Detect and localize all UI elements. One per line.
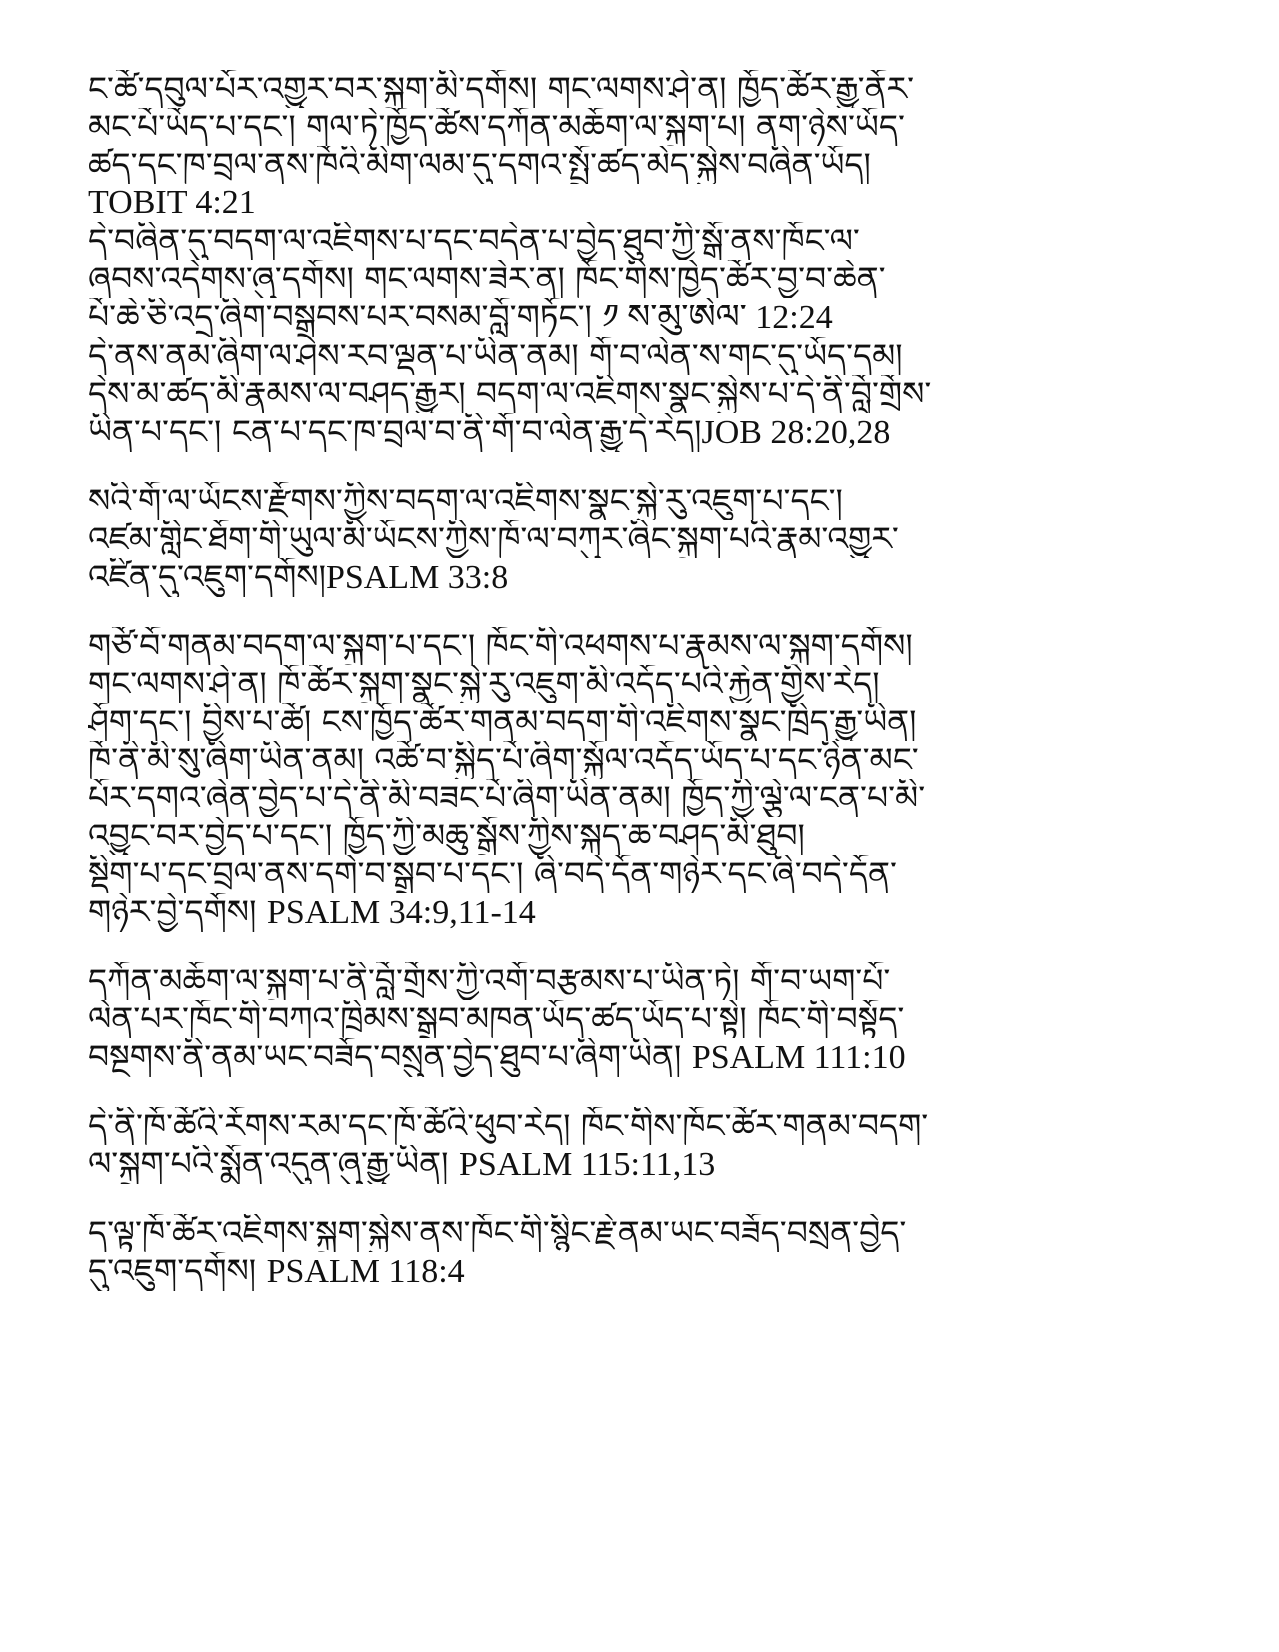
- verse-reference: PSALM 34:9,11-14: [266, 894, 536, 931]
- text-segment: པོ་ཆེ་ཅི་འདྲ་ཞིག་བསྒྲུབས་པར་བསམ་བློ་གཏོང་།: [88, 298, 603, 336]
- text-line: [88, 893, 1198, 932]
- text-line: ཤོག་དང་། བྱིས་པ་ཚོ། ངས་ཁྱོད་ཚོར་གནམ་བདག་གི་འཇིགས་སྣང་ཁྲིད་རྒྱུ་ཡིན།: [88, 703, 917, 741]
- text-line: དེ་ནས་ནམ་ཞིག་ལ་ཤེས་རབ་ལྡན་པ་ཡིན་ནམ། གོ་བ་ལེན་ས་གང་དུ་ཡོད་དམ།: [88, 337, 903, 375]
- text-line: ལེན་པར་ཁོང་གི་བཀའ་ཁྲིམས་སྒྲུབ་མཁན་ཡོད་ཚད་ཡོད་པ་སྟེ། ཁོང་གི་བསྟོད་: [88, 1000, 905, 1038]
- verse-reference: ༡ ས་མུ་ཨེལ་ 12:24: [602, 299, 833, 336]
- passage-psalm-34: [88, 627, 1198, 932]
- text-line: [88, 413, 1198, 452]
- text-line: གང་ལགས་ཤེ་ན། ཁོ་ཚོར་སྐྲག་སྣང་སྐྱེ་རུ་འཇུག་མི་འདོད་པའི་རྐྱེན་གྱིས་རེད།: [88, 665, 880, 703]
- text-line: འབྱུང་བར་བྱེད་པ་དང་། ཁྱོད་ཀྱི་མཆུ་སྒྲོས་ཀྱིས་སྐད་ཆ་བཤད་མི་ཐུབ།: [88, 817, 805, 855]
- text-segment: དུ་འཇུག་དགོས།: [88, 1252, 257, 1290]
- document-page: [88, 70, 1198, 1291]
- text-line: ང་ཚོ་དབུལ་པོར་འགྱུར་བར་སྐྲག་མི་དགོས། གང་ལགས་ཤེ་ན། ཁྱོད་ཚོར་རྒྱུ་ནོར་: [88, 70, 915, 108]
- verse-reference: PSALM 115:11,13: [458, 1146, 716, 1183]
- text-line: ཞབས་འདེགས་ཞུ་དགོས། གང་ལགས་ཟེར་ན། ཁོང་གིས་ཁྱེད་ཚོར་བྱ་བ་ཆེན་: [88, 260, 886, 298]
- passage-psalm-118: [88, 1214, 1198, 1291]
- text-line: [88, 558, 1198, 597]
- text-line: ཁོ་ནི་མི་སུ་ཞིག་ཡིན་ནམ། འཚོ་བ་སྐྱིད་པོ་ཞིག་སྐྱོལ་འདོད་ཡོད་པ་དང་ཉིན་མང་: [88, 741, 919, 779]
- verse-reference: TOBIT 4:21: [88, 184, 256, 221]
- verse-reference: PSALM 118:4: [266, 1253, 465, 1290]
- text-line: པོར་དགའ་ཞེན་བྱེད་པ་དེ་ནི་མི་བཟང་པོ་ཞིག་ཡིན་ནམ། ཁྱོད་ཀྱི་ལྕེ་ལ་ངན་པ་མི་: [88, 779, 926, 817]
- passage-psalm-33: [88, 482, 1198, 597]
- passage-psalm-115: [88, 1107, 1198, 1184]
- passage-psalm-111: [88, 962, 1198, 1077]
- text-segment: ཡིན་པ་དང་། ངན་པ་དང་ཁ་བྲལ་བ་ནི་གོ་བ་ལེན་རྒྱུ་དེ་རེད།: [88, 413, 702, 451]
- verse-reference: PSALM 33:8: [325, 559, 509, 596]
- passage-job: [88, 222, 1198, 452]
- text-line: དེ་བཞིན་དུ་བདག་ལ་འཇིགས་པ་དང་བདེན་པ་བྱེད་ཐུབ་ཀྱི་སྒོ་ནས་ཁོང་ལ་: [88, 222, 860, 260]
- text-line: དེས་མ་ཚད་མི་རྣམས་ལ་བཤད་རྒྱུར། བདག་ལ་འཇིགས་སྣང་སྐྱེས་པ་དེ་ནི་བློ་གྲོས་: [88, 375, 932, 413]
- text-line: [88, 1252, 1198, 1291]
- text-line: སྡིག་པ་དང་བྲལ་ནས་དགེ་བ་སྒྲུབ་པ་དང་། ཞི་བདེ་དོན་གཉེར་དང་ཞི་བདེ་དོན་: [88, 855, 897, 893]
- passage-tobit: [88, 70, 1198, 222]
- text-line: སའི་གོ་ལ་ཡོངས་རྫོགས་ཀྱིས་བདག་ལ་འཇིགས་སྣང་སྐྱེ་རུ་འཇུག་པ་དང་།: [88, 482, 843, 520]
- text-line: མང་པོ་ཡོད་པ་དང་། གལ་ཏེ་ཁྱོད་ཚོས་དཀོན་མཆོག་ལ་སྐྲག་པ། ནག་ཉེས་ཡོད་: [88, 108, 905, 146]
- text-segment: འཛིན་དུ་འཇུག་དགོས།: [88, 558, 326, 596]
- text-line: [88, 1038, 1198, 1077]
- text-segment: བསྔགས་ནི་ནམ་ཡང་བཟོད་བསྲུན་བྱེད་ཐུབ་པ་ཞིག་ཡིན།: [88, 1038, 682, 1076]
- text-line: འཛམ་གླིང་ཐོག་གི་ཡུལ་མི་ཡོངས་ཀྱིས་ཁོ་ལ་བཀུར་ཞིང་སྐྲག་པའི་རྣམ་འགྱུར་: [88, 520, 899, 558]
- verse-reference: JOB 28:20,28: [701, 414, 891, 451]
- text-segment: ལ་སྐྲག་པའི་སྨོན་འདུན་ཞུ་རྒྱུ་ཡིན།: [88, 1145, 449, 1183]
- verse-reference: PSALM 111:10: [691, 1039, 906, 1076]
- text-line: [88, 1145, 1198, 1184]
- text-line: གཙོ་བོ་གནམ་བདག་ལ་སྐྲག་པ་དང་། ཁོང་གི་འཕགས་པ་རྣམས་ལ་སྐྲག་དགོས།: [88, 627, 913, 665]
- text-line: དཀོན་མཆོག་ལ་སྐྲག་པ་ནི་བློ་གྲོས་ཀྱི་འགོ་བརྩམས་པ་ཡིན་ཏེ། གོ་བ་ཡག་པོ་: [88, 962, 891, 1000]
- text-line: [88, 298, 1198, 337]
- text-line: ད་ལྟ་ཁོ་ཚོར་འཇིགས་སྐྲག་སྐྱེས་ནས་ཁོང་གི་སྙིང་རྗེ་ནམ་ཡང་བཟོད་བསྲན་བྱེད་: [88, 1214, 907, 1252]
- text-line: དེ་ནི་ཁོ་ཚོའི་རོགས་རམ་དང་ཁོ་ཚོའི་ཕུབ་རེད། ཁོང་གིས་ཁོང་ཚོར་གནམ་བདག་: [88, 1107, 929, 1145]
- text-line: ཚད་དང་ཁ་བྲལ་ནས་ཁོའི་མིག་ལམ་དུ་དགའ་སྤྲོ་ཚད་མེད་སྐྱེས་བཞིན་ཡོད།: [88, 146, 871, 184]
- text-segment: གཉེར་བྱེ་དགོས།: [88, 893, 257, 931]
